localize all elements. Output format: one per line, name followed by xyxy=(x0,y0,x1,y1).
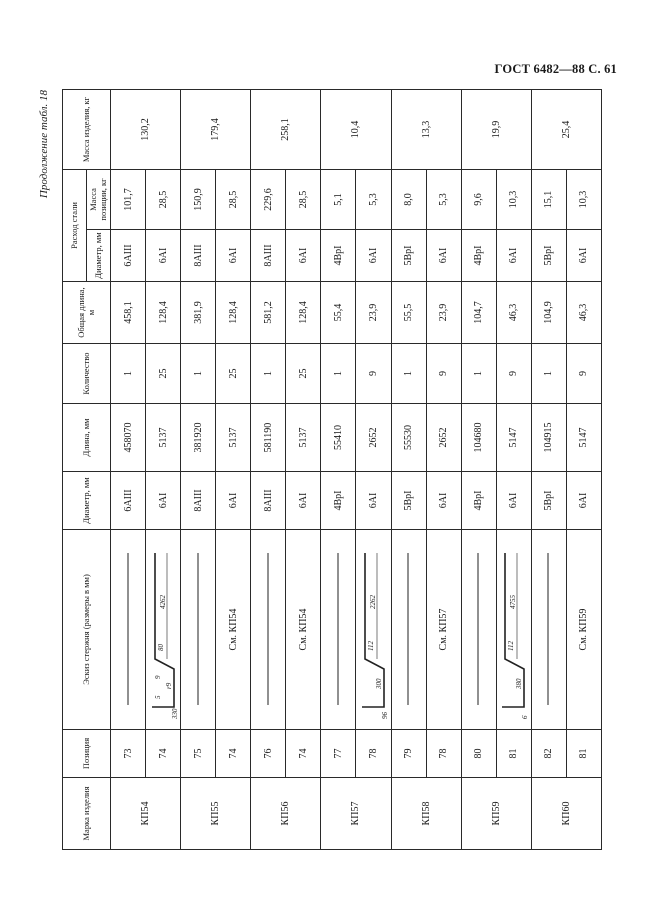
cell-position: 79 xyxy=(391,730,426,778)
dimension-label: 5 xyxy=(153,695,162,699)
dimension-label: 4262 xyxy=(158,595,167,609)
cell-diameter: 8AIII xyxy=(251,472,286,530)
cell-product-mass: 10,4 xyxy=(321,90,391,170)
cell-sketch xyxy=(391,530,426,730)
cell-total-length: 128,4 xyxy=(146,282,181,344)
table-row xyxy=(496,90,531,850)
cell-diameter: 6AI xyxy=(356,472,391,530)
cell-sketch: См. КП57 xyxy=(426,530,461,730)
cell-position: 77 xyxy=(321,730,356,778)
cell-total-length: 46,3 xyxy=(496,282,531,344)
table-row xyxy=(356,90,391,850)
table-row xyxy=(181,90,216,850)
cell-sketch xyxy=(531,530,566,730)
cell-position: 76 xyxy=(251,730,286,778)
dimension-label: 96 xyxy=(380,712,389,719)
cell-quantity: 1 xyxy=(111,344,146,404)
header-steel-group: Расход стали xyxy=(63,170,87,282)
header-product-mass: Масса изделия, кг xyxy=(63,90,111,170)
header-position: Позиция xyxy=(63,730,111,778)
cell-steel-diameter: 8AIII xyxy=(251,230,286,282)
bent-bar-sketch xyxy=(147,533,180,729)
cell-steel-mass: 5,3 xyxy=(426,170,461,230)
cell-product-mass: 179,4 xyxy=(181,90,251,170)
cell-product-mark: КП56 xyxy=(251,778,321,850)
cell-sketch xyxy=(321,530,356,730)
table-row xyxy=(216,90,251,850)
cell-diameter: 4BpI xyxy=(461,472,496,530)
cell-quantity: 9 xyxy=(426,344,461,404)
cell-position: 81 xyxy=(566,730,601,778)
cell-length: 5137 xyxy=(286,404,321,472)
straight-bar-sketch xyxy=(532,533,565,729)
cell-steel-diameter: 5BpI xyxy=(391,230,426,282)
dimension-label: r9 xyxy=(164,682,173,689)
table-row xyxy=(461,90,496,850)
cell-total-length: 46,3 xyxy=(566,282,601,344)
cell-product-mark: КП57 xyxy=(321,778,391,850)
cell-length: 581190 xyxy=(251,404,286,472)
cell-steel-mass: 28,5 xyxy=(146,170,181,230)
cell-quantity: 1 xyxy=(251,344,286,404)
cell-steel-mass: 28,5 xyxy=(216,170,251,230)
cell-length: 55530 xyxy=(391,404,426,472)
cell-position: 74 xyxy=(146,730,181,778)
cell-steel-diameter: 5BpI xyxy=(531,230,566,282)
cell-diameter: 6AI xyxy=(146,472,181,530)
cell-sketch xyxy=(146,530,181,730)
cell-sketch: См. КП59 xyxy=(566,530,601,730)
header-sketch: Эскиз стержня (размеры в мм) xyxy=(63,530,111,730)
cell-total-length: 104,9 xyxy=(531,282,566,344)
straight-bar-sketch xyxy=(112,533,145,729)
cell-total-length: 581,2 xyxy=(251,282,286,344)
cell-product-mark: КП59 xyxy=(461,778,531,850)
header-steel-diam: Диаметр, мм xyxy=(87,230,111,282)
cell-product-mass: 13,3 xyxy=(391,90,461,170)
cell-quantity: 1 xyxy=(461,344,496,404)
cell-steel-mass: 101,7 xyxy=(111,170,146,230)
cell-length: 104915 xyxy=(531,404,566,472)
dimension-label: 380 xyxy=(515,678,524,689)
cell-length: 5137 xyxy=(216,404,251,472)
cell-product-mark: КП55 xyxy=(181,778,251,850)
cell-steel-diameter: 4BpI xyxy=(321,230,356,282)
cell-length: 381920 xyxy=(181,404,216,472)
table-wrapper xyxy=(38,90,602,850)
cell-quantity: 1 xyxy=(391,344,426,404)
cell-quantity: 9 xyxy=(496,344,531,404)
cell-steel-mass: 8,0 xyxy=(391,170,426,230)
cell-length: 5147 xyxy=(496,404,531,472)
cell-steel-diameter: 6AI xyxy=(286,230,321,282)
cell-product-mass: 130,2 xyxy=(111,90,181,170)
cell-total-length: 55,5 xyxy=(391,282,426,344)
cell-total-length: 128,4 xyxy=(216,282,251,344)
cell-sketch xyxy=(356,530,391,730)
cell-quantity: 1 xyxy=(321,344,356,404)
table-caption: Продолжение табл. 18 xyxy=(38,90,50,199)
cell-product-mark: КП58 xyxy=(391,778,461,850)
table-row xyxy=(286,90,321,850)
cell-steel-diameter: 6AI xyxy=(426,230,461,282)
rebar-spec-table xyxy=(62,89,602,850)
cell-diameter: 8AIII xyxy=(181,472,216,530)
header-quantity: Количество xyxy=(63,344,111,404)
cell-position: 82 xyxy=(531,730,566,778)
cell-product-mark: КП60 xyxy=(531,778,601,850)
cell-quantity: 25 xyxy=(286,344,321,404)
cell-total-length: 458,1 xyxy=(111,282,146,344)
header-mark: Марка изделия xyxy=(63,778,111,850)
bent-bar-sketch xyxy=(497,533,530,729)
cell-quantity: 25 xyxy=(146,344,181,404)
cell-position: 74 xyxy=(216,730,251,778)
dimension-label: 330 xyxy=(170,708,179,719)
header-length: Длина, мм xyxy=(63,404,111,472)
cell-total-length: 55,4 xyxy=(321,282,356,344)
cell-total-length: 104,7 xyxy=(461,282,496,344)
cell-steel-mass: 5,1 xyxy=(321,170,356,230)
cell-steel-diameter: 6AI xyxy=(496,230,531,282)
page-header: ГОСТ 6482—88 С. 61 xyxy=(494,62,617,76)
cell-sketch xyxy=(111,530,146,730)
dimension-label: 2262 xyxy=(368,595,377,609)
straight-bar-sketch xyxy=(392,533,425,729)
cell-steel-diameter: 8AIII xyxy=(181,230,216,282)
cell-sketch xyxy=(181,530,216,730)
straight-bar-sketch xyxy=(252,533,285,729)
cell-steel-mass: 15,1 xyxy=(531,170,566,230)
cell-steel-mass: 10,3 xyxy=(496,170,531,230)
cell-steel-diameter: 4BpI xyxy=(461,230,496,282)
cell-sketch xyxy=(461,530,496,730)
cell-steel-diameter: 6AI xyxy=(356,230,391,282)
cell-sketch: См. КП54 xyxy=(286,530,321,730)
table-row xyxy=(111,90,146,850)
table-row xyxy=(321,90,356,850)
bent-bar-sketch xyxy=(357,533,390,729)
rotated-table-block xyxy=(38,90,602,850)
cell-product-mark: КП54 xyxy=(111,778,181,850)
table-body xyxy=(111,90,602,850)
cell-total-length: 381,9 xyxy=(181,282,216,344)
cell-steel-mass: 28,5 xyxy=(286,170,321,230)
straight-bar-sketch xyxy=(322,533,355,729)
table-row xyxy=(251,90,286,850)
cell-diameter: 6AI xyxy=(426,472,461,530)
cell-product-mass: 19,9 xyxy=(461,90,531,170)
cell-length: 2652 xyxy=(356,404,391,472)
table-row xyxy=(426,90,461,850)
cell-total-length: 128,4 xyxy=(286,282,321,344)
dimension-label: 9 xyxy=(153,675,162,679)
cell-diameter: 6AIII xyxy=(111,472,146,530)
header-total-length: Общая длина, м xyxy=(63,282,111,344)
cell-sketch xyxy=(496,530,531,730)
cell-product-mass: 258,1 xyxy=(251,90,321,170)
cell-diameter: 6AI xyxy=(566,472,601,530)
cell-diameter: 6AI xyxy=(286,472,321,530)
cell-diameter: 6AI xyxy=(496,472,531,530)
dimension-label: 80 xyxy=(156,644,165,651)
cell-steel-mass: 5,3 xyxy=(356,170,391,230)
cell-length: 104680 xyxy=(461,404,496,472)
straight-bar-sketch xyxy=(182,533,215,729)
cell-steel-diameter: 6AIII xyxy=(111,230,146,282)
cell-position: 78 xyxy=(356,730,391,778)
straight-bar-sketch xyxy=(462,533,495,729)
cell-diameter: 4BpI xyxy=(321,472,356,530)
cell-length: 5147 xyxy=(566,404,601,472)
cell-quantity: 25 xyxy=(216,344,251,404)
cell-steel-mass: 9,6 xyxy=(461,170,496,230)
cell-steel-diameter: 6AI xyxy=(216,230,251,282)
cell-position: 81 xyxy=(496,730,531,778)
table-row xyxy=(531,90,566,850)
cell-position: 75 xyxy=(181,730,216,778)
cell-diameter: 5BpI xyxy=(391,472,426,530)
cell-position: 80 xyxy=(461,730,496,778)
cell-diameter: 6AI xyxy=(216,472,251,530)
cell-quantity: 9 xyxy=(566,344,601,404)
cell-length: 2652 xyxy=(426,404,461,472)
cell-steel-diameter: 6AI xyxy=(566,230,601,282)
cell-quantity: 1 xyxy=(181,344,216,404)
cell-position: 78 xyxy=(426,730,461,778)
cell-length: 458070 xyxy=(111,404,146,472)
cell-sketch xyxy=(251,530,286,730)
table-row xyxy=(146,90,181,850)
table-row xyxy=(391,90,426,850)
dimension-label: 4755 xyxy=(509,595,518,609)
cell-sketch: См. КП54 xyxy=(216,530,251,730)
cell-total-length: 23,9 xyxy=(426,282,461,344)
cell-quantity: 9 xyxy=(356,344,391,404)
cell-quantity: 1 xyxy=(531,344,566,404)
cell-length: 55410 xyxy=(321,404,356,472)
cell-steel-mass: 150,9 xyxy=(181,170,216,230)
cell-total-length: 23,9 xyxy=(356,282,391,344)
header-diameter: Диаметр, мм xyxy=(63,472,111,530)
cell-steel-mass: 229,6 xyxy=(251,170,286,230)
cell-steel-diameter: 6AI xyxy=(146,230,181,282)
dimension-label: 6 xyxy=(521,715,530,719)
header-steel-mass: Масса позиции, кг xyxy=(87,170,111,230)
dimension-label: 300 xyxy=(374,678,383,689)
cell-steel-mass: 10,3 xyxy=(566,170,601,230)
dimension-label: 112 xyxy=(366,641,375,651)
dimension-label: 112 xyxy=(507,641,516,651)
table-row xyxy=(566,90,601,850)
cell-length: 5137 xyxy=(146,404,181,472)
cell-position: 73 xyxy=(111,730,146,778)
cell-product-mass: 25,4 xyxy=(531,90,601,170)
cell-diameter: 5BpI xyxy=(531,472,566,530)
cell-position: 74 xyxy=(286,730,321,778)
